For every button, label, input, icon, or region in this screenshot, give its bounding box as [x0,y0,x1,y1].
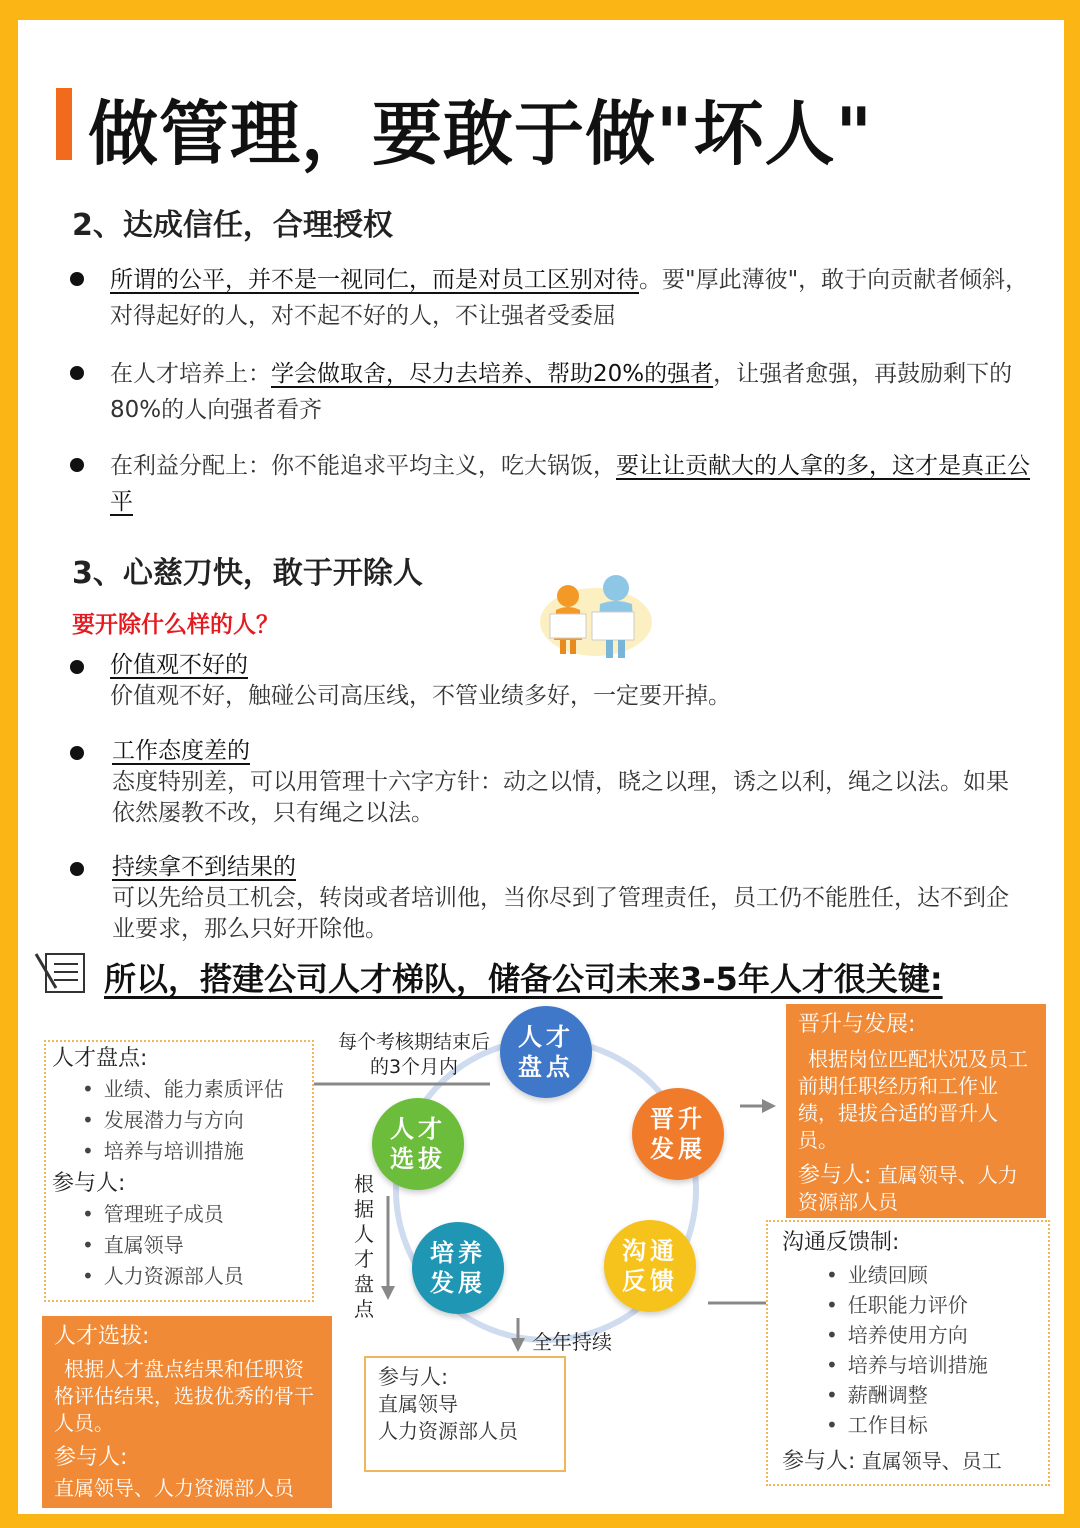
selection-body: 根据人才盘点结果和任职资格评估结果，选拔优秀的骨干人员。 [54,1357,314,1435]
promotion-participants: 参与人: 直属领导、人力资源部人员 [798,1163,1018,1214]
center-participants-title: 参与人: [378,1365,449,1389]
list-item: • 薪酬调整 [826,1380,1034,1410]
list-item: • 管理班子成员 [82,1199,306,1230]
list-item: • 培养与培训措施 [82,1136,306,1167]
selection-participants: 直属领导、人力资源部人员 [54,1476,294,1500]
list-item: • 发展潜力与方向 [82,1105,306,1136]
note-year-round: 全年持续 [532,1330,612,1354]
promotion-body: 根据岗位匹配状况及员工前期任职经历和工作业绩，提拔合适的晋升人员。 [798,1047,1028,1152]
list-item: • 业绩回顾 [826,1260,1034,1290]
list-item: • 任职能力评价 [826,1290,1034,1320]
section2-item-2: 在人才培养上：学会做取舍，尽力去培养、帮助20%的强者，让强者愈强，再鼓励剩下的80%的人向强者看齐 [110,361,1013,423]
banner-title: 所以，搭建公司人才梯队，储备公司未来3-5年人才很关键: [104,960,943,998]
feedback-box [766,1220,1050,1486]
selection-box [42,1316,332,1508]
list-item: • 培养与培训措施 [826,1350,1034,1380]
list-item: • 业绩、能力素质评估 [82,1074,306,1105]
list-item: • 人力资源部人员 [82,1261,306,1292]
fire-item-2: 工作态度差的 态度特别差，可以用管理十六字方针：动之以情，晓之以理，诱之以利，绳之以法。如果依然屡教不改，只有绳之以法。 [112,738,1009,826]
selection-title: 人才选拔: [54,1324,150,1349]
circle-selection: 人才 选拔 [372,1098,464,1190]
inventory-participants-title: 参与人: [52,1171,126,1196]
section3-question: 要开除什么样的人？ [72,612,279,638]
circle-feedback: 沟通 反馈 [604,1220,696,1312]
selection-participants-title: 参与人: [54,1445,128,1470]
center-participant: 人力资源部人员 [378,1419,518,1443]
page-title: 做管理，要敢于做"坏人" [88,93,873,175]
inventory-box [44,1040,314,1302]
section2-heading: 2、达成信任，合理授权 [72,208,393,243]
circle-promotion: 晋升 发展 [632,1088,724,1180]
center-participants-box [364,1356,566,1472]
section2-item-1: 所谓的公平，并不是一视同仁，而是对员工区别对待。要"厚此薄彼"，敢于向贡献者倾斜，对得起好的人，对不起不好的人，不让强者受委屈 [110,267,1029,329]
center-participant: 直属领导 [378,1392,458,1416]
note-based-on-inventory: 根据人才盘点 [354,1172,374,1321]
fire-item-3: 持续拿不到结果的 可以先给员工机会，转岗或者培训他，当你尽到了管理责任，员工仍不能胜任，达不到企业要求，那么只好开除他。 [112,854,1009,942]
promotion-title: 晋升与发展: [798,1012,916,1037]
list-item: • 工作目标 [826,1410,1034,1440]
note-time-window: 每个考核期结束后的3个月内 [337,1031,490,1078]
circle-talent-inventory: 人才 盘点 [500,1006,592,1098]
inventory-title: 人才盘点: [52,1046,148,1071]
list-item: • 直属领导 [82,1230,306,1261]
list-item: • 培养使用方向 [826,1320,1034,1350]
promotion-box [786,1004,1046,1218]
fire-item-1: 价值观不好的 价值观不好，触碰公司高压线，不管业绩多好，一定要开掉。 [110,652,731,709]
section3-heading: 3、心慈刀快，敢于开除人 [72,556,423,591]
feedback-title: 沟通反馈制: [782,1230,900,1255]
circle-training: 培养 发展 [412,1222,504,1314]
feedback-participants: 参与人: 直属领导、员工 [782,1449,1002,1474]
section2-item-3: 在利益分配上：你不能追求平均主义，吃大锅饭，要让让贡献大的人拿的多，这才是真正公平 [110,453,1030,515]
